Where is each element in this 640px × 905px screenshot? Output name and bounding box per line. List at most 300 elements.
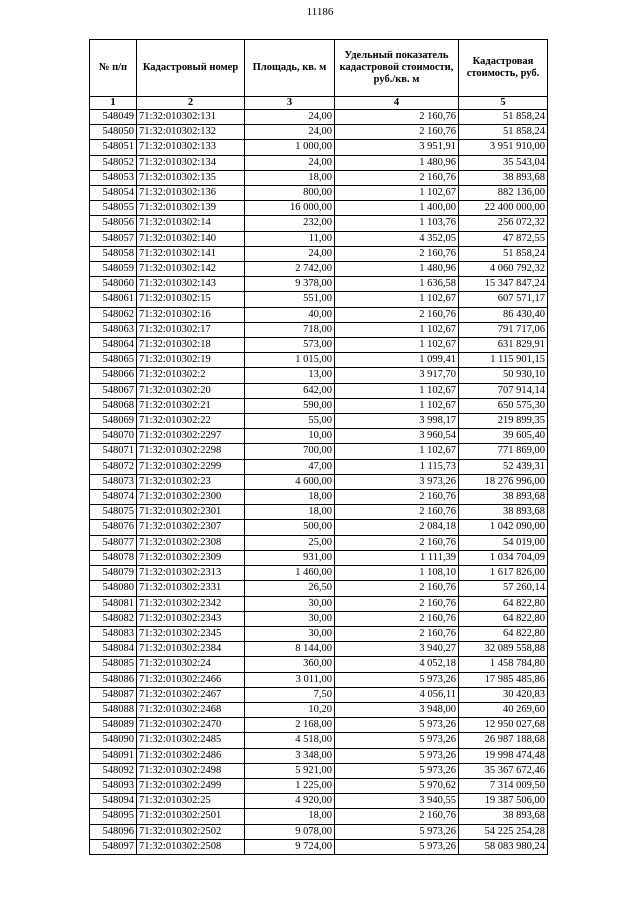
unit-value-cell: 5 973,26 (335, 672, 459, 687)
cadastral-number-cell: 71:32:010302:2498 (137, 763, 245, 778)
table-row (90, 733, 548, 748)
cadastral-value-cell: 607 571,17 (459, 292, 548, 307)
row-number-cell: 548049 (90, 110, 137, 125)
area-cell: 9 724,00 (245, 839, 335, 854)
cadastral-number-cell: 71:32:010302:143 (137, 277, 245, 292)
unit-value-cell: 2 160,76 (335, 110, 459, 125)
column-number-row (90, 97, 548, 110)
table-row (90, 262, 548, 277)
unit-value-cell: 2 160,76 (335, 809, 459, 824)
row-number-cell: 548073 (90, 474, 137, 489)
cadastral-value-cell: 51 858,24 (459, 110, 548, 125)
row-number-cell: 548072 (90, 459, 137, 474)
cadastral-number-cell: 71:32:010302:24 (137, 657, 245, 672)
row-number-cell: 548062 (90, 307, 137, 322)
row-number-cell: 548084 (90, 642, 137, 657)
cadastral-number-cell: 71:32:010302:2343 (137, 611, 245, 626)
table-row (90, 353, 548, 368)
cadastral-value-cell: 40 269,60 (459, 702, 548, 717)
table-row (90, 672, 548, 687)
row-number-cell: 548066 (90, 368, 137, 383)
table-row (90, 596, 548, 611)
cadastral-number-cell: 71:32:010302:2384 (137, 642, 245, 657)
cadastral-value-cell: 38 893,68 (459, 505, 548, 520)
cadastral-value-cell: 39 605,40 (459, 429, 548, 444)
table-row (90, 566, 548, 581)
row-number-cell: 548063 (90, 322, 137, 337)
table-row (90, 383, 548, 398)
row-number-cell: 548064 (90, 338, 137, 353)
row-number-cell: 548090 (90, 733, 137, 748)
area-cell: 573,00 (245, 338, 335, 353)
area-cell: 3 011,00 (245, 672, 335, 687)
unit-value-cell: 2 160,76 (335, 535, 459, 550)
cadastral-value-cell: 1 034 704,09 (459, 550, 548, 565)
table-row (90, 809, 548, 824)
table-row (90, 216, 548, 231)
area-cell: 931,00 (245, 550, 335, 565)
table-row (90, 429, 548, 444)
cadastral-number-cell: 71:32:010302:2499 (137, 778, 245, 793)
cadastral-value-table (89, 39, 548, 855)
table-row (90, 474, 548, 489)
cadastral-value-cell: 54 019,00 (459, 535, 548, 550)
cadastral-value-cell: 57 260,14 (459, 581, 548, 596)
table-row (90, 231, 548, 246)
area-cell: 30,00 (245, 596, 335, 611)
unit-value-cell: 3 948,00 (335, 702, 459, 717)
row-number-cell: 548056 (90, 216, 137, 231)
cadastral-number-cell: 71:32:010302:136 (137, 186, 245, 201)
table-row (90, 581, 548, 596)
cadastral-number-cell: 71:32:010302:134 (137, 155, 245, 170)
row-number-cell: 548067 (90, 383, 137, 398)
unit-value-cell: 1 480,96 (335, 155, 459, 170)
cadastral-number-cell: 71:32:010302:2300 (137, 490, 245, 505)
area-cell: 24,00 (245, 246, 335, 261)
cadastral-value-cell: 650 575,30 (459, 398, 548, 413)
cadastral-number-cell: 71:32:010302:133 (137, 140, 245, 155)
area-cell: 718,00 (245, 322, 335, 337)
row-number-cell: 548076 (90, 520, 137, 535)
cadastral-number-cell: 71:32:010302:142 (137, 262, 245, 277)
table-row (90, 246, 548, 261)
cadastral-number-cell: 71:32:010302:2309 (137, 550, 245, 565)
column-number: 3 (245, 97, 335, 110)
cadastral-value-cell: 38 893,68 (459, 490, 548, 505)
cadastral-value-cell: 219 899,35 (459, 414, 548, 429)
cadastral-value-cell: 64 822,80 (459, 611, 548, 626)
cadastral-number-cell: 71:32:010302:2299 (137, 459, 245, 474)
table-row (90, 611, 548, 626)
table-row (90, 322, 548, 337)
unit-value-cell: 1 102,67 (335, 383, 459, 398)
row-number-cell: 548071 (90, 444, 137, 459)
area-cell: 1 015,00 (245, 353, 335, 368)
area-cell: 2 168,00 (245, 718, 335, 733)
header-row-number: № п/п (90, 40, 137, 97)
cadastral-value-cell: 64 822,80 (459, 596, 548, 611)
cadastral-number-cell: 71:32:010302:2313 (137, 566, 245, 581)
area-cell: 18,00 (245, 505, 335, 520)
table-row (90, 307, 548, 322)
cadastral-number-cell: 71:32:010302:140 (137, 231, 245, 246)
cadastral-value-cell: 18 276 996,00 (459, 474, 548, 489)
table-row (90, 702, 548, 717)
cadastral-number-cell: 71:32:010302:2331 (137, 581, 245, 596)
table-row (90, 490, 548, 505)
unit-value-cell: 3 940,27 (335, 642, 459, 657)
area-cell: 11,00 (245, 231, 335, 246)
row-number-cell: 548075 (90, 505, 137, 520)
row-number-cell: 548058 (90, 246, 137, 261)
unit-value-cell: 1 102,67 (335, 292, 459, 307)
area-cell: 24,00 (245, 110, 335, 125)
table-row (90, 839, 548, 854)
row-number-cell: 548080 (90, 581, 137, 596)
unit-value-cell: 3 973,26 (335, 474, 459, 489)
table-row (90, 505, 548, 520)
row-number-cell: 548054 (90, 186, 137, 201)
area-cell: 30,00 (245, 626, 335, 641)
header-unit-value: Удельный показатель кадастровой стоимости, руб./кв. м (335, 40, 459, 97)
cadastral-number-cell: 71:32:010302:135 (137, 170, 245, 185)
row-number-cell: 548055 (90, 201, 137, 216)
unit-value-cell: 2 160,76 (335, 581, 459, 596)
cadastral-value-cell: 1 042 090,00 (459, 520, 548, 535)
row-number-cell: 548086 (90, 672, 137, 687)
unit-value-cell: 1 102,67 (335, 398, 459, 413)
area-cell: 5 921,00 (245, 763, 335, 778)
unit-value-cell: 1 480,96 (335, 262, 459, 277)
cadastral-number-cell: 71:32:010302:15 (137, 292, 245, 307)
area-cell: 40,00 (245, 307, 335, 322)
row-number-cell: 548083 (90, 626, 137, 641)
area-cell: 8 144,00 (245, 642, 335, 657)
row-number-cell: 548053 (90, 170, 137, 185)
table-row (90, 824, 548, 839)
unit-value-cell: 1 108,10 (335, 566, 459, 581)
cadastral-value-cell: 30 420,83 (459, 687, 548, 702)
row-number-cell: 548050 (90, 125, 137, 140)
cadastral-value-cell: 19 387 506,00 (459, 794, 548, 809)
column-number: 1 (90, 97, 137, 110)
cadastral-value-cell: 882 136,00 (459, 186, 548, 201)
area-cell: 4 920,00 (245, 794, 335, 809)
unit-value-cell: 2 160,76 (335, 307, 459, 322)
unit-value-cell: 5 970,62 (335, 778, 459, 793)
row-number-cell: 548096 (90, 824, 137, 839)
unit-value-cell: 1 102,67 (335, 186, 459, 201)
cadastral-number-cell: 71:32:010302:21 (137, 398, 245, 413)
row-number-cell: 548059 (90, 262, 137, 277)
column-number: 4 (335, 97, 459, 110)
area-cell: 18,00 (245, 170, 335, 185)
cadastral-number-cell: 71:32:010302:141 (137, 246, 245, 261)
table-row (90, 642, 548, 657)
unit-value-cell: 1 102,67 (335, 338, 459, 353)
row-number-cell: 548087 (90, 687, 137, 702)
unit-value-cell: 1 099,41 (335, 353, 459, 368)
table-row (90, 444, 548, 459)
row-number-cell: 548078 (90, 550, 137, 565)
area-cell: 1 460,00 (245, 566, 335, 581)
cadastral-number-cell: 71:32:010302:2297 (137, 429, 245, 444)
table-row (90, 778, 548, 793)
table-row (90, 748, 548, 763)
area-cell: 590,00 (245, 398, 335, 413)
unit-value-cell: 1 636,58 (335, 277, 459, 292)
row-number-cell: 548074 (90, 490, 137, 505)
unit-value-cell: 2 160,76 (335, 596, 459, 611)
column-number: 5 (459, 97, 548, 110)
unit-value-cell: 5 973,26 (335, 733, 459, 748)
row-number-cell: 548095 (90, 809, 137, 824)
cadastral-number-cell: 71:32:010302:2301 (137, 505, 245, 520)
row-number-cell: 548061 (90, 292, 137, 307)
cadastral-number-cell: 71:32:010302:2307 (137, 520, 245, 535)
cadastral-number-cell: 71:32:010302:25 (137, 794, 245, 809)
area-cell: 9 078,00 (245, 824, 335, 839)
unit-value-cell: 3 998,17 (335, 414, 459, 429)
unit-value-cell: 1 400,00 (335, 201, 459, 216)
unit-value-cell: 5 973,26 (335, 763, 459, 778)
area-cell: 10,20 (245, 702, 335, 717)
unit-value-cell: 3 951,91 (335, 140, 459, 155)
area-cell: 700,00 (245, 444, 335, 459)
table-row (90, 763, 548, 778)
table-row (90, 368, 548, 383)
area-cell: 30,00 (245, 611, 335, 626)
unit-value-cell: 1 115,73 (335, 459, 459, 474)
cadastral-value-cell: 1 617 826,00 (459, 566, 548, 581)
cadastral-value-cell: 1 115 901,15 (459, 353, 548, 368)
cadastral-value-cell: 51 858,24 (459, 246, 548, 261)
cadastral-value-cell: 631 829,91 (459, 338, 548, 353)
cadastral-number-cell: 71:32:010302:14 (137, 216, 245, 231)
cadastral-value-cell: 54 225 254,28 (459, 824, 548, 839)
cadastral-value-cell: 7 314 009,50 (459, 778, 548, 793)
row-number-cell: 548060 (90, 277, 137, 292)
header-area: Площадь, кв. м (245, 40, 335, 97)
unit-value-cell: 2 160,76 (335, 170, 459, 185)
area-cell: 4 518,00 (245, 733, 335, 748)
area-cell: 55,00 (245, 414, 335, 429)
area-cell: 1 225,00 (245, 778, 335, 793)
area-cell: 500,00 (245, 520, 335, 535)
area-cell: 24,00 (245, 155, 335, 170)
cadastral-number-cell: 71:32:010302:2501 (137, 809, 245, 824)
unit-value-cell: 2 160,76 (335, 490, 459, 505)
unit-value-cell: 1 102,67 (335, 322, 459, 337)
row-number-cell: 548091 (90, 748, 137, 763)
cadastral-number-cell: 71:32:010302:2345 (137, 626, 245, 641)
column-number: 2 (137, 97, 245, 110)
unit-value-cell: 2 160,76 (335, 125, 459, 140)
row-number-cell: 548092 (90, 763, 137, 778)
cadastral-number-cell: 71:32:010302:17 (137, 322, 245, 337)
area-cell: 232,00 (245, 216, 335, 231)
table-row (90, 459, 548, 474)
table-header-row (90, 40, 548, 97)
area-cell: 16 000,00 (245, 201, 335, 216)
table-row (90, 125, 548, 140)
cadastral-value-cell: 38 893,68 (459, 170, 548, 185)
area-cell: 360,00 (245, 657, 335, 672)
cadastral-value-cell: 52 439,31 (459, 459, 548, 474)
area-cell: 3 348,00 (245, 748, 335, 763)
cadastral-value-cell: 12 950 027,68 (459, 718, 548, 733)
cadastral-number-cell: 71:32:010302:2342 (137, 596, 245, 611)
table-row (90, 338, 548, 353)
table-row (90, 277, 548, 292)
table-row (90, 794, 548, 809)
table-row (90, 398, 548, 413)
row-number-cell: 548069 (90, 414, 137, 429)
cadastral-number-cell: 71:32:010302:2466 (137, 672, 245, 687)
table-row (90, 687, 548, 702)
row-number-cell: 548068 (90, 398, 137, 413)
area-cell: 24,00 (245, 125, 335, 140)
cadastral-number-cell: 71:32:010302:131 (137, 110, 245, 125)
cadastral-number-cell: 71:32:010302:139 (137, 201, 245, 216)
cadastral-value-cell: 50 930,10 (459, 368, 548, 383)
row-number-cell: 548088 (90, 702, 137, 717)
cadastral-number-cell: 71:32:010302:2502 (137, 824, 245, 839)
cadastral-number-cell: 71:32:010302:2308 (137, 535, 245, 550)
unit-value-cell: 2 160,76 (335, 246, 459, 261)
unit-value-cell: 1 103,76 (335, 216, 459, 231)
unit-value-cell: 5 973,26 (335, 824, 459, 839)
row-number-cell: 548065 (90, 353, 137, 368)
unit-value-cell: 2 160,76 (335, 626, 459, 641)
table-row (90, 414, 548, 429)
cadastral-value-cell: 47 872,55 (459, 231, 548, 246)
cadastral-value-cell: 38 893,68 (459, 809, 548, 824)
row-number-cell: 548093 (90, 778, 137, 793)
cadastral-value-cell: 3 951 910,00 (459, 140, 548, 155)
cadastral-value-cell: 35 543,04 (459, 155, 548, 170)
area-cell: 18,00 (245, 809, 335, 824)
area-cell: 9 378,00 (245, 277, 335, 292)
cadastral-value-cell: 86 430,40 (459, 307, 548, 322)
unit-value-cell: 2 084,18 (335, 520, 459, 535)
cadastral-value-cell: 1 458 784,80 (459, 657, 548, 672)
cadastral-number-cell: 71:32:010302:2470 (137, 718, 245, 733)
cadastral-number-cell: 71:32:010302:23 (137, 474, 245, 489)
page-number: 11186 (306, 6, 334, 18)
row-number-cell: 548089 (90, 718, 137, 733)
cadastral-number-cell: 71:32:010302:16 (137, 307, 245, 322)
cadastral-number-cell: 71:32:010302:18 (137, 338, 245, 353)
area-cell: 551,00 (245, 292, 335, 307)
unit-value-cell: 1 111,39 (335, 550, 459, 565)
area-cell: 2 742,00 (245, 262, 335, 277)
row-number-cell: 548079 (90, 566, 137, 581)
cadastral-value-cell: 15 347 847,24 (459, 277, 548, 292)
cadastral-value-cell: 791 717,06 (459, 322, 548, 337)
row-number-cell: 548051 (90, 140, 137, 155)
row-number-cell: 548094 (90, 794, 137, 809)
unit-value-cell: 3 917,70 (335, 368, 459, 383)
unit-value-cell: 3 960,54 (335, 429, 459, 444)
row-number-cell: 548082 (90, 611, 137, 626)
table-row (90, 535, 548, 550)
area-cell: 7,50 (245, 687, 335, 702)
cadastral-value-cell: 4 060 792,32 (459, 262, 548, 277)
table-row (90, 186, 548, 201)
area-cell: 800,00 (245, 186, 335, 201)
unit-value-cell: 2 160,76 (335, 505, 459, 520)
table-row (90, 110, 548, 125)
cadastral-value-cell: 19 998 474,48 (459, 748, 548, 763)
table-row (90, 626, 548, 641)
cadastral-value-cell: 22 400 000,00 (459, 201, 548, 216)
unit-value-cell: 5 973,26 (335, 748, 459, 763)
table-row (90, 170, 548, 185)
cadastral-value-cell: 58 083 980,24 (459, 839, 548, 854)
cadastral-value-cell: 771 869,00 (459, 444, 548, 459)
header-cadastral-value: Кадастровая стоимость, руб. (459, 40, 548, 97)
unit-value-cell: 2 160,76 (335, 611, 459, 626)
unit-value-cell: 3 940,55 (335, 794, 459, 809)
table-row (90, 140, 548, 155)
area-cell: 642,00 (245, 383, 335, 398)
cadastral-number-cell: 71:32:010302:2 (137, 368, 245, 383)
table-row (90, 155, 548, 170)
cadastral-number-cell: 71:32:010302:22 (137, 414, 245, 429)
row-number-cell: 548070 (90, 429, 137, 444)
header-cadastral-number: Кадастровый номер (137, 40, 245, 97)
cadastral-number-cell: 71:32:010302:2298 (137, 444, 245, 459)
table-row (90, 292, 548, 307)
cadastral-value-cell: 17 985 485,86 (459, 672, 548, 687)
cadastral-value-cell: 707 914,14 (459, 383, 548, 398)
table-row (90, 718, 548, 733)
table-row (90, 201, 548, 216)
unit-value-cell: 5 973,26 (335, 718, 459, 733)
cadastral-number-cell: 71:32:010302:2485 (137, 733, 245, 748)
unit-value-cell: 1 102,67 (335, 444, 459, 459)
table-row (90, 657, 548, 672)
row-number-cell: 548077 (90, 535, 137, 550)
area-cell: 25,00 (245, 535, 335, 550)
unit-value-cell: 4 056,11 (335, 687, 459, 702)
row-number-cell: 548097 (90, 839, 137, 854)
unit-value-cell: 4 052,18 (335, 657, 459, 672)
area-cell: 18,00 (245, 490, 335, 505)
cadastral-number-cell: 71:32:010302:20 (137, 383, 245, 398)
row-number-cell: 548057 (90, 231, 137, 246)
cadastral-value-cell: 256 072,32 (459, 216, 548, 231)
unit-value-cell: 5 973,26 (335, 839, 459, 854)
area-cell: 10,00 (245, 429, 335, 444)
area-cell: 4 600,00 (245, 474, 335, 489)
cadastral-number-cell: 71:32:010302:2486 (137, 748, 245, 763)
unit-value-cell: 4 352,05 (335, 231, 459, 246)
cadastral-value-cell: 26 987 188,68 (459, 733, 548, 748)
cadastral-value-cell: 35 367 672,46 (459, 763, 548, 778)
area-cell: 47,00 (245, 459, 335, 474)
cadastral-value-cell: 32 089 558,88 (459, 642, 548, 657)
area-cell: 26,50 (245, 581, 335, 596)
cadastral-number-cell: 71:32:010302:19 (137, 353, 245, 368)
area-cell: 13,00 (245, 368, 335, 383)
area-cell: 1 000,00 (245, 140, 335, 155)
table-row (90, 550, 548, 565)
cadastral-number-cell: 71:32:010302:2468 (137, 702, 245, 717)
cadastral-number-cell: 71:32:010302:132 (137, 125, 245, 140)
